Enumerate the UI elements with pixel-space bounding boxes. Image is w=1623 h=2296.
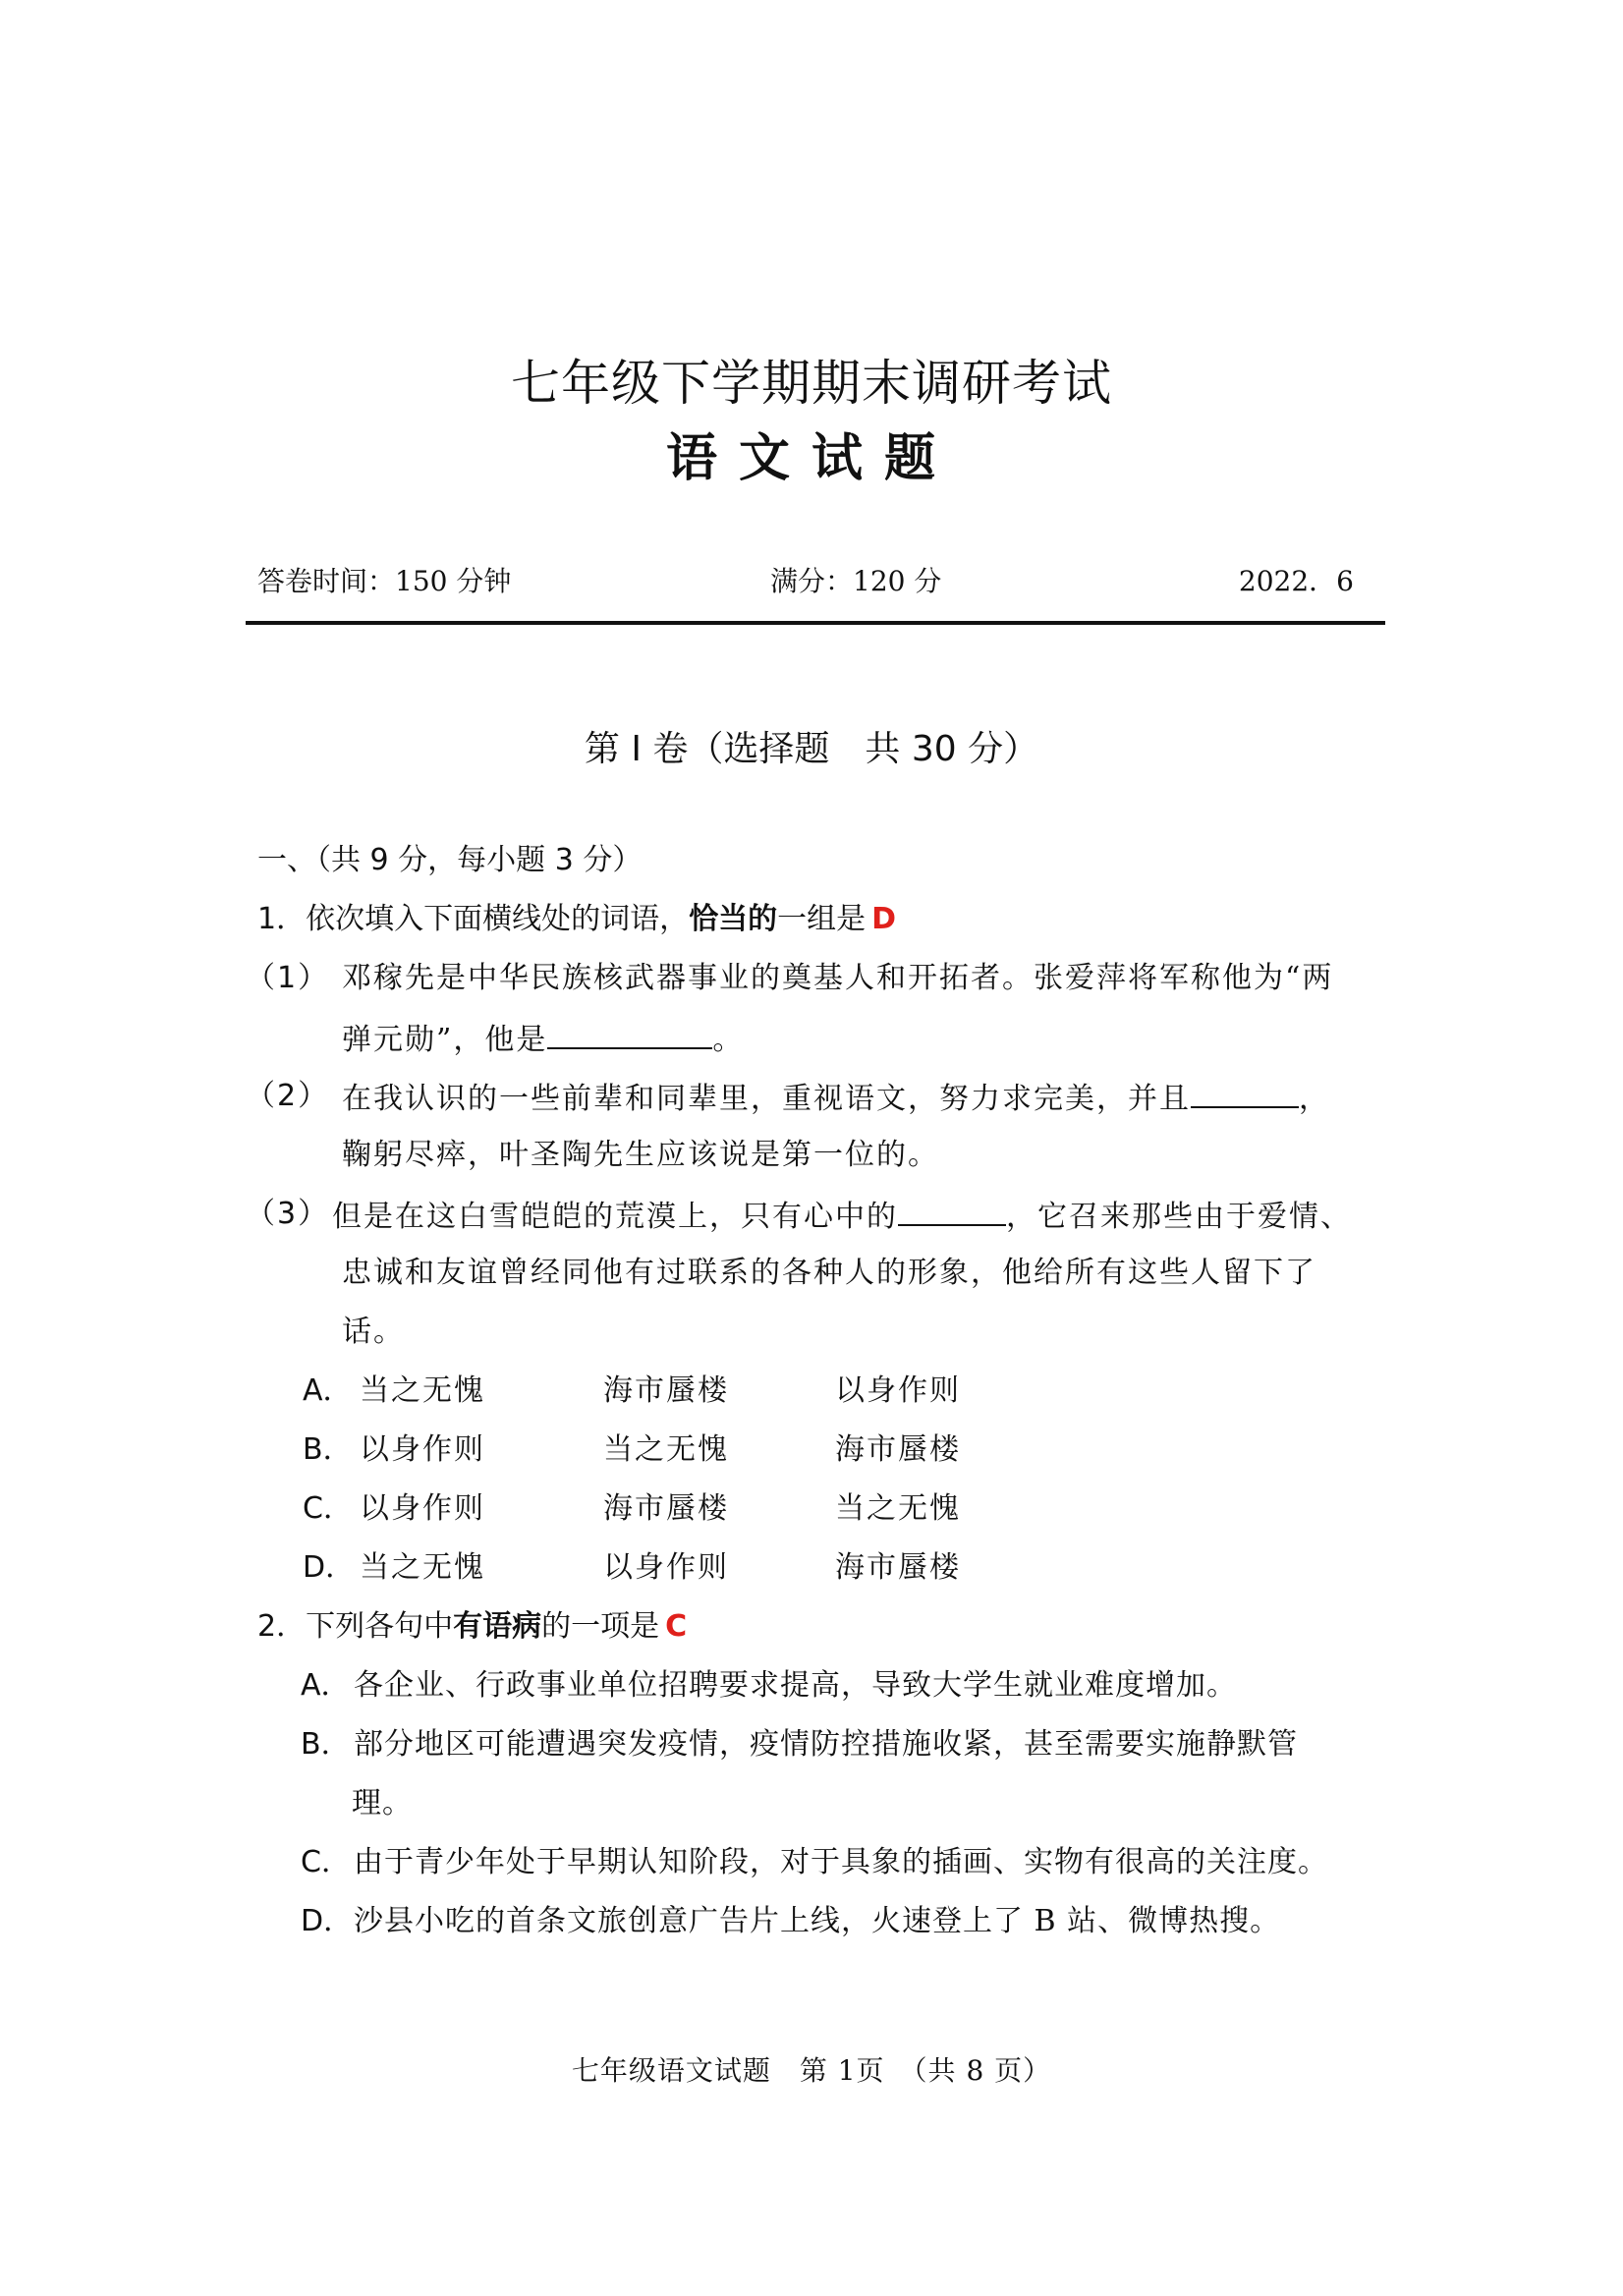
- header-divider: [246, 621, 1385, 625]
- option-letter: B．: [301, 1727, 351, 1762]
- fill-blank: [1191, 1067, 1299, 1108]
- q1-item-2-line2: 鞠躬尽瘁，叶圣陶先生应该说是第一位的。: [342, 1138, 939, 1172]
- option-word-1: 当之无愧: [360, 1550, 485, 1585]
- q1-item-3-cont: [257, 1244, 1397, 1303]
- fill-blank: [547, 1008, 712, 1049]
- q1-item-2-line1: [342, 1067, 1330, 1129]
- q1-item-2-line1-post: ，: [1299, 1082, 1330, 1116]
- q1-option-b: [257, 1421, 1397, 1480]
- option-word-2: 当之无愧: [603, 1432, 729, 1467]
- option-text: 由于青少年处于早期认知阶段，对于具象的插画、实物有很高的关注度。: [354, 1845, 1328, 1879]
- option-letter: C．: [301, 1845, 351, 1879]
- q1-answer: D: [871, 902, 896, 936]
- q2-option-a: [257, 1656, 1397, 1715]
- q1-item-3-line2: 忠诚和友谊曾经同他有过联系的各种人的形象，他给所有这些人留下了: [342, 1256, 1316, 1290]
- q1-item-1-cont: [257, 1008, 1397, 1067]
- subject-title: 语文试题: [665, 429, 957, 488]
- q1-item-3-line1-pre: 但是在这白雪皑皑的荒漠上，只有心中的: [332, 1200, 898, 1234]
- exam-info-row: [257, 560, 1354, 603]
- option-letter: A．: [301, 1668, 351, 1703]
- q1-item-3-line1-post: ，它召来那些由于爱情、: [1006, 1200, 1352, 1234]
- q1-item-3: [246, 1185, 1397, 1244]
- q2-option-d: [257, 1892, 1397, 1951]
- question-1-stem: [257, 890, 1397, 949]
- exam-date: 2022．6: [1238, 565, 1354, 597]
- option-word-1: 以身作则: [360, 1491, 485, 1526]
- q1-item-1-line2-post: 。: [712, 1023, 745, 1057]
- q1-stem-pre: 1．依次填入下面横线处的词语，: [257, 902, 690, 936]
- q2-option-b-cont: [257, 1774, 1397, 1833]
- option-word-3: 海市蜃楼: [835, 1432, 961, 1467]
- q1-item-2-line1-pre: 在我认识的一些前辈和同辈里，重视语文，努力求完美，并且: [342, 1082, 1191, 1116]
- full-score: 满分：120 分: [770, 565, 942, 597]
- q1-option-a: [257, 1362, 1397, 1421]
- option-text: 各企业、行政事业单位招聘要求提高，导致大学生就业难度增加。: [354, 1668, 1237, 1703]
- q2-answer: C: [665, 1609, 688, 1644]
- option-word-2: 海市蜃楼: [603, 1373, 729, 1408]
- option-word-3: 海市蜃楼: [835, 1550, 961, 1585]
- option-word-1: 当之无愧: [360, 1373, 485, 1408]
- option-text: 沙县小吃的首条文旅创意广告片上线，火速登上了 B 站、微博热搜。: [354, 1904, 1281, 1938]
- exam-title: 七年级下学期期末调研考试: [511, 355, 1112, 412]
- option-word-1: 以身作则: [360, 1432, 485, 1467]
- q2-stem-pre: 2．下列各句中: [257, 1609, 454, 1644]
- q1-stem-bold: 恰当的: [689, 902, 778, 936]
- option-letter: C．: [303, 1491, 353, 1526]
- question-2-stem: [257, 1597, 1397, 1656]
- q2-stem-bold: 有语病: [453, 1609, 542, 1644]
- option-word-3: 当之无愧: [835, 1491, 961, 1526]
- fill-blank: [898, 1185, 1006, 1226]
- section-title: 第 I 卷（选择题 共 30 分）: [584, 729, 1039, 769]
- option-word-2: 海市蜃楼: [603, 1491, 729, 1526]
- q1-item-1: [246, 949, 1397, 1008]
- part-heading: [257, 831, 1397, 890]
- q1-option-c: [257, 1480, 1397, 1539]
- option-letter: B．: [303, 1432, 353, 1467]
- q1-item-1-line2-pre: 弹元勋”，他是: [342, 1023, 548, 1057]
- q2-option-b: [257, 1715, 1397, 1774]
- q1-item-3-line1: [332, 1185, 1352, 1247]
- q1-item-3-cont2: [257, 1303, 1397, 1362]
- q1-item-2-cont: [257, 1126, 1397, 1185]
- option-letter: A．: [303, 1373, 353, 1408]
- questions-content: [246, 831, 1397, 1951]
- part-heading-text: 一、（共 9 分，每小题 3 分）: [257, 843, 643, 877]
- option-letter: D．: [301, 1904, 354, 1938]
- q2-stem-post: 的一项是: [541, 1609, 660, 1644]
- q1-option-d: [257, 1539, 1397, 1597]
- option-text: 部分地区可能遭遇突发疫情，疫情防控措施收紧，甚至需要实施静默管: [354, 1727, 1298, 1762]
- q2-option-c: [257, 1833, 1397, 1892]
- q1-item-1-number: （1）: [246, 961, 330, 995]
- q1-item-3-line3: 话。: [342, 1315, 405, 1349]
- option-word-2: 以身作则: [603, 1550, 729, 1585]
- option-letter: D．: [303, 1550, 356, 1585]
- q1-item-1-line1: 邓稼先是中华民族核武器事业的奠基人和开拓者。张爱萍将军称他为“两: [342, 961, 1334, 995]
- q1-item-1-line2: [342, 1008, 744, 1070]
- q1-item-2: [246, 1067, 1397, 1126]
- q1-item-2-number: （2）: [246, 1079, 330, 1113]
- option-word-3: 以身作则: [835, 1373, 961, 1408]
- page-footer: 七年级语文试题 第 1页 （共 8 页）: [571, 2054, 1052, 2087]
- option-text-cont: 理。: [352, 1786, 413, 1820]
- q1-item-3-number: （3）: [246, 1197, 330, 1231]
- exam-duration: 答卷时间：150 分钟: [257, 565, 512, 597]
- q1-stem-post: 一组是: [777, 902, 867, 936]
